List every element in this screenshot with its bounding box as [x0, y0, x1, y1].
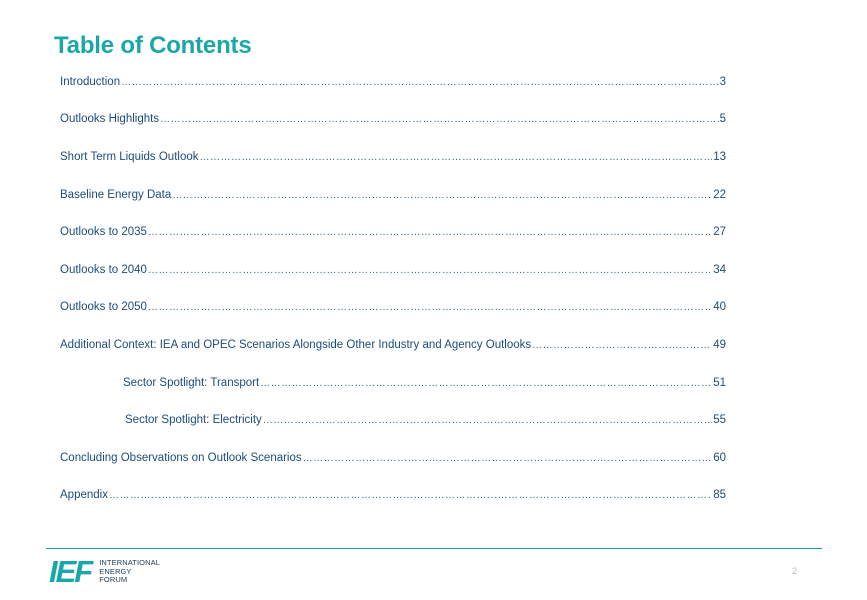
toc-entry-page: 13	[713, 151, 726, 163]
logo-line-1: INTERNATIONAL	[99, 558, 160, 568]
toc-entry-page: 55	[713, 414, 726, 426]
ief-logo	[49, 554, 160, 589]
toc-dot-leader	[148, 264, 712, 276]
footer-divider	[46, 548, 822, 549]
logo-line-2: ENERGY	[99, 566, 132, 576]
logo-wordmark	[99, 559, 160, 585]
toc-entry-page: 60	[713, 452, 726, 464]
toc-entry-page: 5	[719, 113, 726, 125]
toc-dot-leader	[263, 414, 712, 426]
toc-entry-title: Appendix	[60, 489, 108, 501]
toc-entry-page: 3	[719, 76, 726, 88]
toc-dot-leader	[148, 226, 712, 238]
toc-dot-leader	[303, 452, 713, 464]
toc-dot-leader	[109, 489, 712, 501]
toc-entry-additional-context[interactable]	[60, 339, 726, 353]
toc-entry-title: Additional Context: IEA and OPEC Scenarios Alongside Other Industry and Agency Outlooks	[60, 339, 532, 351]
logo-mark: IEF	[49, 554, 92, 589]
toc-entry-title: Outlooks to 2050	[60, 301, 147, 313]
toc-dot-leader	[121, 76, 718, 88]
toc-dot-leader	[532, 339, 712, 351]
toc-entry-page: 40	[713, 301, 726, 313]
logo-line-3: FORUM	[99, 575, 128, 585]
page-number: 2	[792, 566, 798, 576]
toc-entry-title: Outlooks Highlights	[60, 113, 160, 125]
toc-dot-leader	[148, 301, 712, 313]
page-title: Table of Contents	[54, 32, 252, 59]
toc-entry-title: Short Term Liquids Outlook	[60, 151, 199, 163]
toc-entry-title: Outlooks to 2040	[60, 264, 147, 276]
toc-entry-outlooks-2035[interactable]	[60, 226, 726, 240]
toc-entry-page: 27	[713, 226, 726, 238]
toc-entry-page: 22	[713, 189, 726, 201]
toc-entry-outlooks-2050[interactable]	[60, 301, 726, 315]
toc-entry-short-term-liquids[interactable]	[60, 151, 726, 165]
toc-entry-concluding-observations[interactable]	[60, 452, 726, 466]
toc-dot-leader	[160, 113, 719, 125]
toc-entry-title: Introduction	[60, 76, 121, 88]
toc-entry-introduction[interactable]	[60, 76, 726, 90]
toc-entry-page: 51	[713, 377, 726, 389]
toc-entry-title: Outlooks to 2035	[60, 226, 147, 238]
toc-entry-appendix[interactable]	[60, 489, 726, 503]
toc-entry-page: 34	[713, 264, 726, 276]
toc-entry-page: 85	[713, 489, 726, 501]
toc-dot-leader	[200, 151, 713, 163]
toc-entry-title: Baseline Energy Data	[60, 189, 172, 201]
toc-entry-outlooks-highlights[interactable]	[60, 113, 726, 127]
toc-dot-leader	[172, 189, 712, 201]
toc-entry-title: Concluding Observations on Outlook Scenarios	[60, 452, 302, 464]
toc-dot-leader	[260, 377, 712, 389]
toc-entry-title: Sector Spotlight: Electricity	[125, 414, 262, 426]
toc-entry-sector-electricity[interactable]	[125, 414, 726, 428]
toc-entry-baseline-energy-data[interactable]	[60, 189, 726, 203]
toc-entry-sector-transport[interactable]	[123, 377, 726, 391]
toc-entry-title: Sector Spotlight: Transport	[123, 377, 260, 389]
toc-entry-outlooks-2040[interactable]	[60, 264, 726, 278]
toc-entry-page: 49	[713, 339, 726, 351]
